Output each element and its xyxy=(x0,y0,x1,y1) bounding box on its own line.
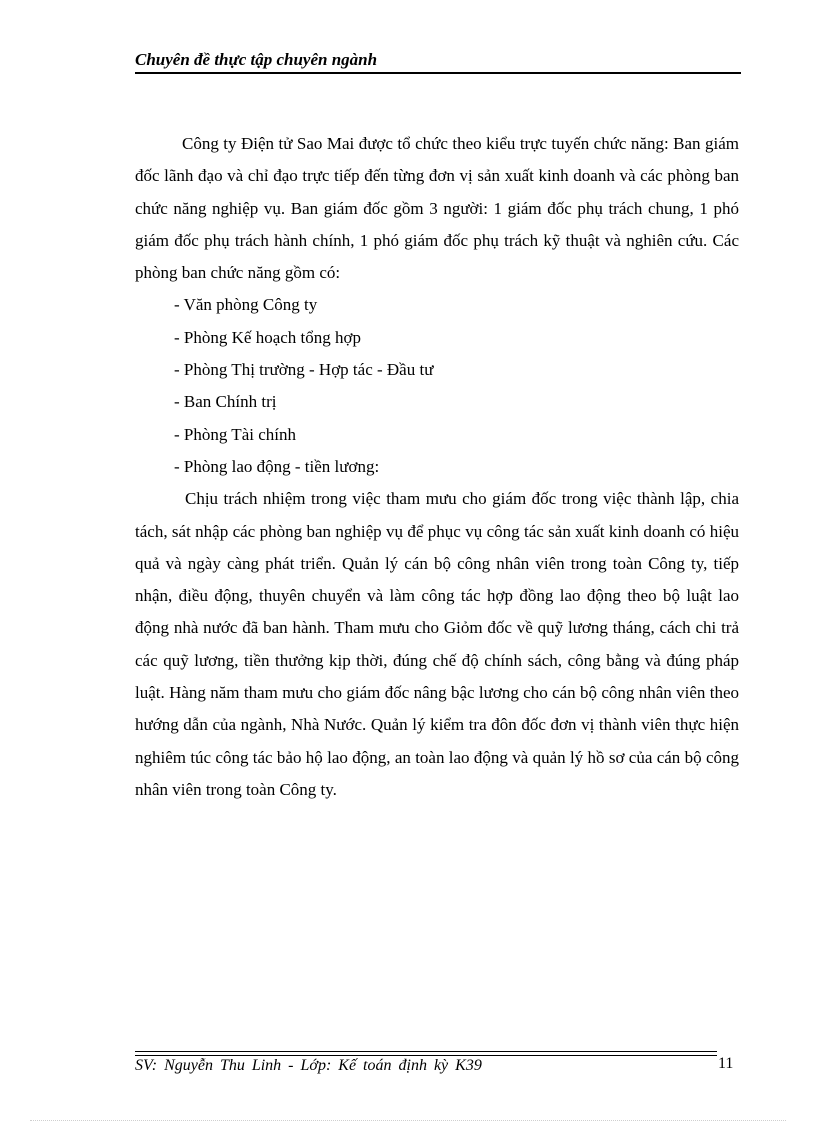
department-item: - Phòng lao động - tiền lương: xyxy=(174,456,380,476)
department-item: - Ban Chính trị xyxy=(174,392,277,412)
body-content xyxy=(135,128,739,806)
page-number: 11 xyxy=(718,1055,734,1072)
page-bottom-border xyxy=(30,1120,786,1121)
page-header xyxy=(135,48,741,74)
department-list xyxy=(135,289,739,483)
department-item: - Phòng Tài chính xyxy=(174,424,296,444)
intro-paragraph: Công ty Điện tử Sao Mai được tổ chức theo kiểu trực tuyến chức năng: Ban giám đốc lãnh đạo và chỉ đạo trực tiếp đến từng đơn vị sản xuất kinh doanh và các phòng ban chức năng nghiệp vụ. Ban giám đốc gồm 3 người: 1 giám đốc phụ trách chung, 1 phó giám đốc phụ trách hành chính, 1 phó giám đốc phụ trách kỹ thuật và nghiên cứu. Các phòng ban chức năng gồm có: xyxy=(135,134,739,283)
footer-rule xyxy=(135,1055,717,1056)
department-item: - Phòng Kế hoạch tổng hợp xyxy=(174,327,361,347)
description-paragraph: Chịu trách nhiệm trong việc tham mưu cho giám đốc trong việc thành lập, chia tách, sát nhập các phòng ban nghiệp vụ để phục vụ công tác sản xuất kinh doanh có hiệu quả và ngày càng phát triển. Quản lý cán bộ công nhân viên trong toàn Công ty, tiếp nhận, điều động, thuyên chuyển và làm công tác hợp đồng lao động theo bộ luật lao động nhà nước đã ban hành. Tham mưu cho Giỏm đốc về quỹ lương tháng, cách chi trả các quỹ lương, tiền thưởng kịp thời, đúng chế độ chính sách, công bằng và đúng pháp luật. Hàng năm tham mưu cho giám đốc nâng bậc lương cho cán bộ công nhân viên theo hướng dẫn của ngành, Nhà Nước. Quản lý kiểm tra đôn đốc đơn vị thành viên thực hiện nghiêm túc công tác bảo hộ lao động, an toàn lao động và quản lý hồ sơ của cán bộ công nhân viên trong toàn Công ty. xyxy=(135,489,739,799)
footer-rule xyxy=(135,1051,717,1052)
department-item: - Phòng Thị trường - Hợp tác - Đầu tư xyxy=(174,360,434,380)
footer-student-info: SV: Nguyễn Thu Linh - Lớp: Kế toán định kỳ K39 xyxy=(135,1057,482,1074)
department-item: - Văn phòng Công ty xyxy=(174,295,318,315)
header-title: Chuyên đề thực tập chuyên ngành xyxy=(135,50,378,69)
